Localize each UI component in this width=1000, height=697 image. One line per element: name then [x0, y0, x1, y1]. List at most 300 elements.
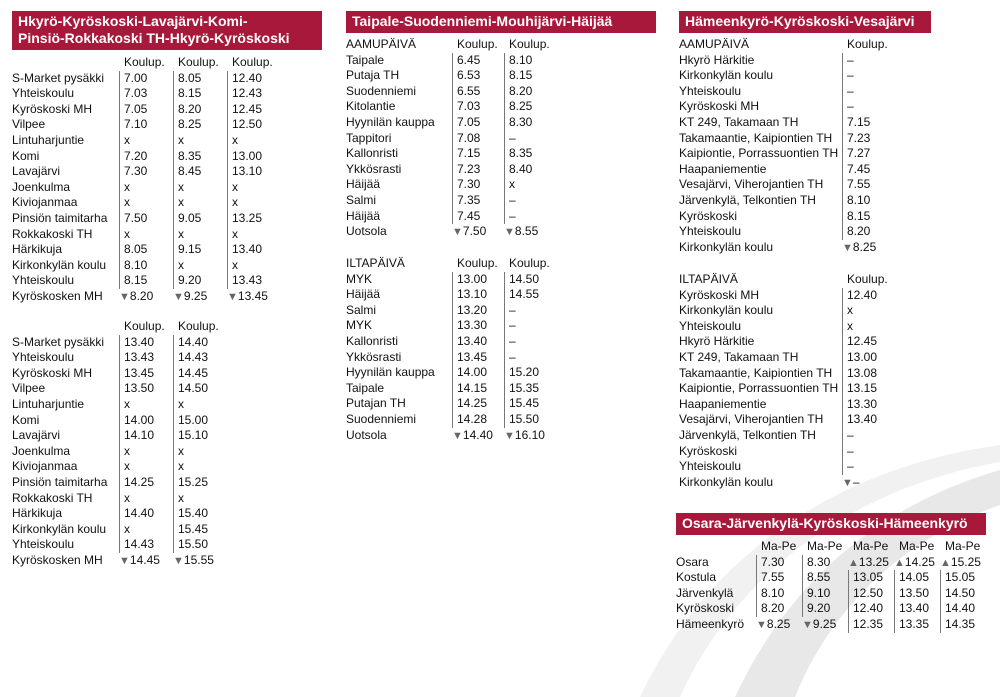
- stop-name: Tappitori: [346, 130, 392, 145]
- time-value: x: [178, 257, 184, 272]
- time-value: 13.40: [232, 242, 263, 257]
- time-value: x: [178, 490, 184, 505]
- time-value: –: [509, 130, 516, 145]
- time-value: 7.50: [124, 210, 148, 225]
- stop-column-header: [12, 55, 119, 71]
- time-value: 14.40: [178, 334, 209, 349]
- stop-name: Takamaantie, Kaipiontien TH: [679, 130, 833, 145]
- route-taipale-suodenniemi-haijaa: [346, 11, 656, 442]
- time-value: 13.43: [124, 350, 155, 365]
- route-osara-jarvenkyla-hameenkyro: [676, 513, 986, 631]
- time-value: 8.10: [124, 257, 148, 272]
- time-value: 13.35: [899, 616, 930, 631]
- time-value: 7.35: [457, 192, 481, 207]
- departure-time: [452, 224, 504, 240]
- time-value: 14.55: [509, 287, 540, 302]
- departure-time: [119, 459, 173, 475]
- time-value: 14.45: [178, 365, 209, 380]
- time-value: x: [178, 459, 184, 474]
- time-value: x: [232, 179, 238, 194]
- time-value: x: [124, 132, 130, 147]
- stop-name: Uotsola: [346, 427, 387, 442]
- departure-time: [227, 211, 281, 227]
- time-value: 7.27: [847, 146, 871, 161]
- departure-time: [842, 412, 902, 428]
- time-value: 14.50: [509, 271, 540, 286]
- time-value: 13.00: [457, 271, 488, 286]
- stop-name: Häijää: [346, 177, 381, 192]
- stop-name: Järvenkylä, Telkontien TH: [679, 192, 816, 207]
- stop-name: Häijää: [346, 208, 381, 223]
- time-value: 13.30: [457, 318, 488, 333]
- stop-name: Takamaantie, Kaipiontien TH: [679, 365, 833, 380]
- stop-name: Kyröskoski MH: [679, 287, 760, 302]
- departure-time: [173, 428, 227, 444]
- time-value: x: [124, 396, 130, 411]
- route-title-line: Pinsiö-Rokkakoski TH-Hkyrö-Kyröskoski: [18, 30, 290, 46]
- time-value: 14.25: [904, 554, 935, 569]
- time-value: 9.25: [812, 616, 837, 631]
- arrow-down-icon: ▼: [173, 554, 184, 567]
- time-value: 7.20: [124, 148, 148, 163]
- column-header: Koulup.: [124, 55, 165, 69]
- departure-time: [452, 381, 504, 397]
- departure-time: [842, 350, 902, 366]
- time-value: 7.08: [457, 130, 481, 145]
- departure-time: [940, 617, 986, 633]
- departure-time: [173, 459, 227, 475]
- stop-name: Kirkonkylän koulu: [12, 257, 107, 272]
- time-value: –: [847, 68, 854, 83]
- column-header: Ma-Pe: [761, 539, 797, 553]
- departure-time: [894, 617, 940, 633]
- time-value: 13.50: [124, 381, 155, 396]
- departure-time: [119, 258, 173, 274]
- departure-time: [119, 164, 173, 180]
- time-value: –: [847, 459, 854, 474]
- departure-time: [119, 522, 173, 538]
- timetable-grid: [12, 319, 227, 569]
- stop-name: Hyynilän kauppa: [346, 114, 435, 129]
- departure-time: [452, 365, 504, 381]
- column-header: Koulup.: [457, 37, 498, 51]
- timetable-grid: [12, 55, 281, 305]
- departure-time: [173, 164, 227, 180]
- stop-column-header: [346, 256, 452, 272]
- time-value: x: [124, 459, 130, 474]
- time-value: 7.45: [457, 208, 481, 223]
- route-title-line: Hkyrö-Kyröskoski-Lavajärvi-Komi-: [18, 13, 248, 29]
- time-value: 15.50: [509, 411, 540, 426]
- column-header: Ma-Pe: [853, 539, 889, 553]
- departure-time: [119, 428, 173, 444]
- time-value: 6.45: [457, 52, 481, 67]
- column-header: Koulup.: [847, 37, 888, 51]
- departure-time: [119, 335, 173, 351]
- departure-time: [756, 617, 802, 633]
- stop-name: Yhteiskoulu: [679, 224, 742, 239]
- time-value: 13.45: [457, 349, 488, 364]
- time-value: 16.10: [514, 427, 545, 442]
- column-header: Ma-Pe: [807, 539, 843, 553]
- departure-time: [173, 133, 227, 149]
- arrow-up-icon: ▲: [894, 556, 905, 569]
- stop-name: Uotsola: [346, 224, 387, 239]
- time-value: 15.35: [509, 380, 540, 395]
- stop-name: Yhteiskoulu: [679, 459, 742, 474]
- time-value: 13.40: [899, 601, 930, 616]
- departure-time: [940, 586, 986, 602]
- time-value: 13.00: [847, 349, 878, 364]
- time-value: 9.15: [178, 242, 202, 257]
- departure-time: [119, 133, 173, 149]
- time-value: 8.10: [509, 52, 533, 67]
- departure-time: [173, 350, 227, 366]
- time-value: 13.08: [847, 365, 878, 380]
- departure-time: [504, 68, 556, 84]
- stop-name: Hyynilän kauppa: [346, 365, 435, 380]
- departure-time: [842, 99, 902, 115]
- stop-name: Rokkakoski TH: [12, 490, 93, 505]
- route-hkyro-kyroskoski-lavajarvi: [12, 11, 322, 567]
- departure-time: [173, 413, 227, 429]
- departure-time: [227, 133, 281, 149]
- departure-time: [504, 303, 556, 319]
- departure-time: [802, 570, 848, 586]
- stop-name: Yhteiskoulu: [12, 350, 75, 365]
- time-value: 12.35: [853, 616, 884, 631]
- time-value: 8.30: [509, 114, 533, 129]
- time-value: 14.35: [945, 616, 976, 631]
- departure-time: [504, 209, 556, 225]
- time-value: 7.30: [457, 177, 481, 192]
- stop-name: Kyröskoski MH: [12, 365, 93, 380]
- stop-name: Kyröskoski MH: [12, 101, 93, 116]
- arrow-down-icon: ▼: [119, 290, 130, 303]
- time-value: 7.10: [124, 117, 148, 132]
- time-value: 7.55: [761, 570, 785, 585]
- time-value: 14.45: [129, 552, 160, 567]
- stop-name: Lintuharjuntie: [12, 396, 85, 411]
- stop-name: Yhteiskoulu: [679, 318, 742, 333]
- departure-time: [173, 506, 227, 522]
- departure-time: [173, 335, 227, 351]
- timetable-grid: [679, 272, 902, 490]
- time-value: 8.15: [847, 208, 871, 223]
- stop-name: S-Market pysäkki: [12, 70, 105, 85]
- time-value: 14.25: [124, 474, 155, 489]
- time-value: –: [847, 52, 854, 67]
- time-value: 8.15: [509, 68, 533, 83]
- departure-time: [227, 117, 281, 133]
- departure-time: [119, 475, 173, 491]
- departure-time: [173, 180, 227, 196]
- time-value: 15.55: [183, 552, 214, 567]
- time-value: 7.00: [124, 70, 148, 85]
- column-header: Koulup.: [509, 256, 550, 270]
- stop-name: Yhteiskoulu: [12, 273, 75, 288]
- departure-time: [802, 617, 848, 633]
- time-value: x: [178, 195, 184, 210]
- time-value: 15.00: [178, 412, 209, 427]
- departure-time: [227, 195, 281, 211]
- time-value: 13.25: [232, 210, 263, 225]
- time-value: x: [232, 195, 238, 210]
- route-title-line: Taipale-Suodenniemi-Mouhijärvi-Häijää: [352, 13, 613, 29]
- stop-name: Kyröskoski: [676, 601, 735, 616]
- departure-time: [504, 350, 556, 366]
- stop-name: S-Market pysäkki: [12, 334, 105, 349]
- departure-time: [504, 428, 556, 444]
- departure-time: [173, 71, 227, 87]
- time-value: 14.50: [945, 585, 976, 600]
- stop-column-header: [679, 37, 842, 53]
- arrow-down-icon: ▼: [756, 618, 767, 631]
- arrow-down-icon: ▼: [119, 554, 130, 567]
- departure-time: [894, 586, 940, 602]
- departure-time: [173, 537, 227, 553]
- time-value: 12.50: [853, 585, 884, 600]
- departure-time: [452, 287, 504, 303]
- stop-name: Kaipiontie, Porrassuontien TH: [679, 381, 839, 396]
- time-value: 15.25: [178, 474, 209, 489]
- departure-time: [842, 53, 902, 69]
- departure-time: [119, 444, 173, 460]
- departure-time: [504, 162, 556, 178]
- stop-name: Kitolantie: [346, 99, 396, 114]
- time-value: 7.15: [847, 114, 871, 129]
- stop-name: Hkyrö Härkitie: [679, 334, 755, 349]
- time-value: 7.45: [847, 161, 871, 176]
- departure-time: [842, 224, 902, 240]
- column-header: Koulup.: [232, 55, 273, 69]
- column-header: Koulup.: [457, 256, 498, 270]
- departure-time: [119, 350, 173, 366]
- stop-column-header: [346, 37, 452, 53]
- departure-time: [119, 273, 173, 289]
- time-value: 8.20: [509, 83, 533, 98]
- departure-time: [756, 601, 802, 617]
- stop-name: Komi: [12, 412, 40, 427]
- departure-time: [173, 211, 227, 227]
- section-label: ILTAPÄIVÄ: [679, 272, 738, 286]
- arrow-down-icon: ▼: [842, 476, 853, 489]
- departure-time: [119, 553, 173, 569]
- departure-time: [848, 570, 894, 586]
- departure-time: [173, 195, 227, 211]
- stop-name: Haapaniementie: [679, 396, 767, 411]
- time-value: x: [232, 226, 238, 241]
- departure-time: [452, 99, 504, 115]
- departure-time: [504, 177, 556, 193]
- timetable-grid: [346, 256, 556, 443]
- time-value: 9.25: [183, 288, 208, 303]
- time-value: 15.45: [178, 521, 209, 536]
- departure-time: [119, 366, 173, 382]
- time-value: 7.05: [124, 101, 148, 116]
- stop-name: Kyröskosken MH: [12, 552, 103, 567]
- stop-name: KT 249, Takamaan TH: [679, 114, 799, 129]
- stop-name: Salmi: [346, 302, 377, 317]
- stop-name: Kallonristi: [346, 333, 399, 348]
- time-value: 12.40: [847, 287, 878, 302]
- time-value: –: [509, 318, 516, 333]
- time-value: 15.45: [509, 396, 540, 411]
- departure-time: [504, 84, 556, 100]
- time-value: 7.05: [457, 114, 481, 129]
- time-value: 8.10: [761, 585, 785, 600]
- departure-time: [119, 537, 173, 553]
- time-value: x: [124, 490, 130, 505]
- stop-name: Salmi: [346, 192, 377, 207]
- timetable-grid: [676, 539, 986, 633]
- time-value: –: [509, 192, 516, 207]
- stop-name: Haapaniementie: [679, 161, 767, 176]
- time-value: x: [509, 177, 515, 192]
- time-value: 15.50: [178, 537, 209, 552]
- departure-time: [119, 86, 173, 102]
- departure-time: [173, 397, 227, 413]
- departure-time: [848, 586, 894, 602]
- stop-name: Yhteiskoulu: [12, 537, 75, 552]
- stop-name: Kallonristi: [346, 146, 399, 161]
- time-value: x: [232, 132, 238, 147]
- time-value: 8.20: [129, 288, 154, 303]
- time-value: 8.55: [807, 570, 831, 585]
- departure-time: [842, 444, 902, 460]
- stop-name: Hämeenkyrö: [676, 616, 745, 631]
- time-value: 8.25: [852, 239, 877, 254]
- time-value: –: [847, 83, 854, 98]
- departure-time: [173, 289, 227, 305]
- route-title-line: Hämeenkyrö-Kyröskoski-Vesajärvi: [685, 13, 915, 29]
- time-value: 9.05: [178, 210, 202, 225]
- departure-time: [173, 258, 227, 274]
- time-value: x: [178, 443, 184, 458]
- departure-time: [504, 412, 556, 428]
- departure-time: [452, 84, 504, 100]
- departure-time: [504, 396, 556, 412]
- time-value: 12.50: [232, 117, 263, 132]
- time-value: x: [124, 521, 130, 536]
- stop-name: Taipale: [346, 380, 385, 395]
- time-value: 8.35: [509, 146, 533, 161]
- time-value: 15.20: [509, 365, 540, 380]
- time-value: x: [847, 303, 853, 318]
- time-value: 6.53: [457, 68, 481, 83]
- stop-name: Härkikuja: [12, 506, 63, 521]
- time-value: 8.05: [178, 70, 202, 85]
- departure-time: [894, 555, 940, 571]
- departure-time: [842, 366, 902, 382]
- departure-time: [227, 86, 281, 102]
- stop-name: Komi: [12, 148, 40, 163]
- stop-name: KT 249, Takamaan TH: [679, 349, 799, 364]
- departure-time: [940, 601, 986, 617]
- departure-time: [227, 273, 281, 289]
- stop-name: Vesajärvi, Viherojantien TH: [679, 412, 824, 427]
- stop-column-header: [679, 272, 842, 288]
- stop-name: Yhteiskoulu: [679, 83, 742, 98]
- time-value: 8.45: [178, 164, 202, 179]
- time-value: 8.15: [178, 86, 202, 101]
- stop-column-header: [676, 539, 756, 555]
- arrow-down-icon: ▼: [802, 618, 813, 631]
- time-value: x: [232, 257, 238, 272]
- route-title: [12, 11, 322, 50]
- arrow-down-icon: ▼: [227, 290, 238, 303]
- departure-time: [504, 318, 556, 334]
- stop-name: Lavajärvi: [12, 428, 61, 443]
- departure-time: [173, 491, 227, 507]
- arrow-down-icon: ▼: [452, 226, 463, 239]
- departure-time: [842, 146, 902, 162]
- departure-time: [504, 224, 556, 240]
- time-value: 8.25: [509, 99, 533, 114]
- time-value: 7.30: [124, 164, 148, 179]
- departure-time: [842, 240, 902, 256]
- departure-time: [119, 149, 173, 165]
- departure-time: [802, 555, 848, 571]
- time-value: 12.45: [232, 101, 263, 116]
- departure-time: [227, 242, 281, 258]
- stop-name: Osara: [676, 554, 709, 569]
- column-header: Koulup.: [178, 55, 219, 69]
- departure-time: [504, 272, 556, 288]
- time-value: 13.45: [237, 288, 268, 303]
- time-value: 14.15: [457, 380, 488, 395]
- departure-time: [452, 115, 504, 131]
- time-value: 8.25: [178, 117, 202, 132]
- stop-name: Yhteiskoulu: [12, 86, 75, 101]
- stop-name: MYK: [346, 271, 373, 286]
- departure-time: [802, 601, 848, 617]
- time-value: 14.40: [462, 427, 493, 442]
- departure-time: [504, 381, 556, 397]
- time-value: 14.25: [457, 396, 488, 411]
- time-value: 15.40: [178, 506, 209, 521]
- departure-time: [842, 381, 902, 397]
- departure-time: [119, 117, 173, 133]
- route-title: [679, 11, 931, 33]
- route-title: [346, 11, 656, 33]
- departure-time: [848, 617, 894, 633]
- departure-time: [842, 397, 902, 413]
- time-value: 13.30: [847, 396, 878, 411]
- stop-name: Hkyrö Härkitie: [679, 52, 755, 67]
- departure-time: [452, 68, 504, 84]
- time-value: 12.40: [853, 601, 884, 616]
- departure-time: [504, 287, 556, 303]
- departure-time: [842, 459, 902, 475]
- time-value: 8.35: [178, 148, 202, 163]
- column-header: Koulup.: [178, 319, 219, 333]
- time-value: 8.10: [847, 192, 871, 207]
- stop-name: Rokkakoski TH: [12, 226, 93, 241]
- section-label: ILTAPÄIVÄ: [346, 256, 405, 270]
- section-label: AAMUPÄIVÄ: [346, 37, 417, 51]
- time-value: 6.55: [457, 83, 481, 98]
- departure-time: [227, 289, 281, 305]
- time-value: x: [124, 443, 130, 458]
- stop-name: Kyröskosken MH: [12, 288, 103, 303]
- departure-time: [227, 164, 281, 180]
- departure-time: [173, 242, 227, 258]
- time-value: 14.10: [124, 428, 155, 443]
- time-value: 15.25: [950, 554, 981, 569]
- stop-name: Lintuharjuntie: [12, 132, 85, 147]
- departure-time: [119, 227, 173, 243]
